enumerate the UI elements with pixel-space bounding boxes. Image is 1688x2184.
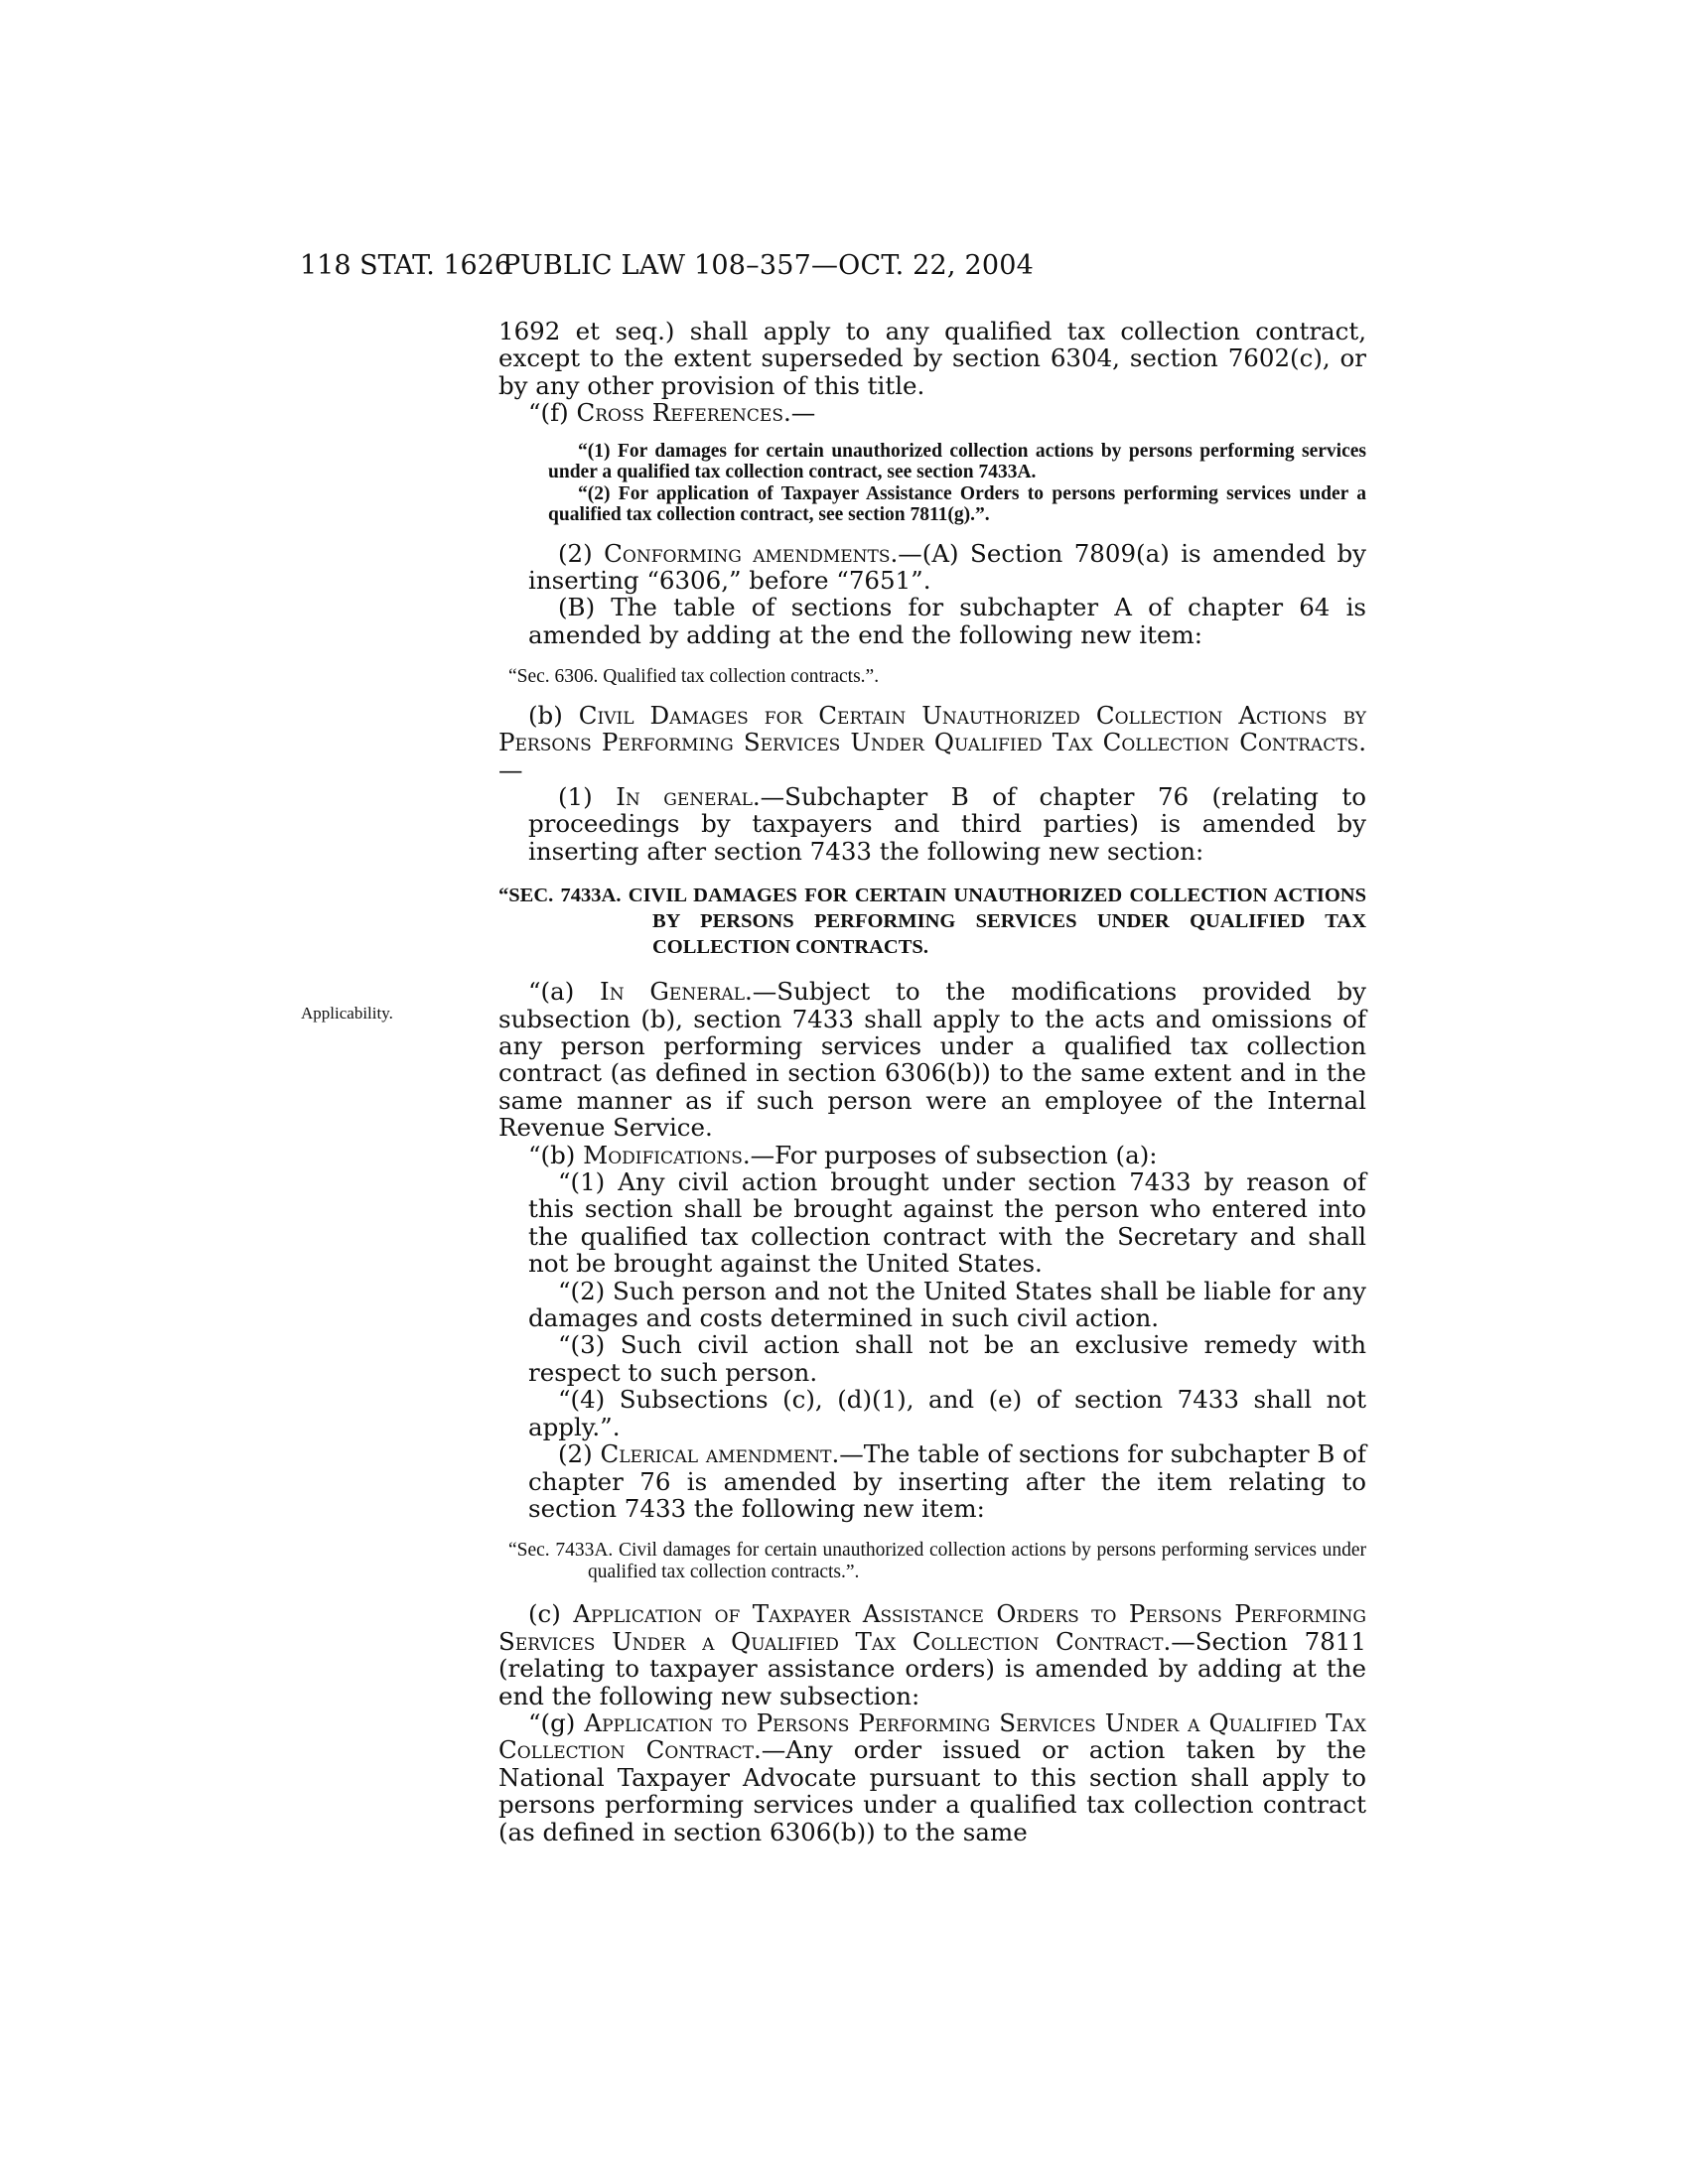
subsection-a-in-general: “(a) In General.—Subject to the modifications provided by subsection (b), section 7433 shall apply to the acts and omissions of any person performing services under a qualified tax collection contract (as defined in section 6306(b)) to the same extent and in the same manner as if such person were an employee of the Internal Revenue Service. xyxy=(498,977,1366,1143)
running-title: PUBLIC LAW 108–357—OCT. 22, 2004 xyxy=(502,250,1034,281)
modification-2: “(2) Such person and not the United States shall be liable for any damages and costs determined in such civil action. xyxy=(528,1276,1366,1333)
subsection-g-application: “(g) Application to Persons Performing Services Under a Qualified Tax Collection Contract.—Any order issued or action taken by the National Taxpayer Advocate pursuant to this section shall apply to persons performing services under a qualified tax collection contract (as defined in section 6306(b)) to the same xyxy=(498,1707,1367,1846)
subsection-b-heading: (b) Civil Damages for Certain Unauthorized Collection Actions by Persons Performing Services Under Qualified Tax Collection Contracts.— xyxy=(498,700,1366,784)
cross-reference-2: “(2) For application of Taxpayer Assistance Orders to persons performing services under a qualified tax collection contract, see section 7811(g).”. xyxy=(548,482,1366,526)
section-7433a-heading: “SEC. 7433A. CIVIL DAMAGES FOR CERTAIN UNAUTHORIZED COLLECTION ACTIONS BY PERSONS PERFORMING SERVICES UNDER QUALIFIED TAX COLLECTION CONTRACTS. xyxy=(498,885,1366,959)
table-item-sec-6306: “Sec. 6306. Qualified tax collection contracts.”. xyxy=(508,666,880,688)
paragraph-2-clerical-amendment: (2) Clerical amendment.—The table of sections for subchapter B of chapter 76 is amended by inserting after the item relating to section 7433 the following new item: xyxy=(528,1439,1366,1523)
page-header xyxy=(0,250,1688,290)
table-item-sec-7433a: “Sec. 7433A. Civil damages for certain unauthorized collection actions by persons performing services under qualified tax collection contracts.”. xyxy=(508,1540,1366,1582)
cross-reference-1: “(1) For damages for certain unauthorized collection actions by persons performing services under a qualified tax collection contract, see section 7433A. xyxy=(548,440,1366,483)
subsection-c-heading: (c) Application of Taxpayer Assistance Orders to Persons Performing Services Under a Qualified Tax Collection Contract.—Section 7811 (relating to taxpayer assistance orders) is amended by adding at the end the following new subsection: xyxy=(498,1599,1366,1710)
conforming-amendments-a: (2) Conforming amendments.—(A) Section 7809(a) is amended by inserting “6306,” before “7651”. xyxy=(528,538,1366,596)
conforming-amendments-b: (B) The table of sections for subchapter A of chapter 64 is amended by adding at the end the following new item: xyxy=(528,593,1366,649)
statute-page-number: 118 STAT. 1626 xyxy=(300,250,512,281)
main-text-column xyxy=(498,318,1366,1845)
modification-4: “(4) Subsections (c), (d)(1), and (e) of section 7433 shall not apply.”. xyxy=(528,1385,1366,1441)
paragraph-continuation: 1692 et seq.) shall apply to any qualified tax collection contract, except to the extent superseded by section 6304, section 7602(c), or by any other provision of this title. xyxy=(498,317,1366,400)
modification-1: “(1) Any civil action brought under section 7433 by reason of this section shall be brought against the person who entered into the qualified tax collection contract with the Secretary and shall not be brought against the United States. xyxy=(528,1167,1366,1279)
modification-3: “(3) Such civil action shall not be an exclusive remedy with respect to such person. xyxy=(528,1330,1366,1387)
subsection-b-modifications: “(b) Modifications.—For purposes of subsection (a): xyxy=(528,1140,1158,1169)
margin-note-applicability: Applicability. xyxy=(301,1004,393,1023)
paragraph-b1-in-general: (1) In general.—Subchapter B of chapter 76 (relating to proceedings by taxpayers and third parties) is amended by inserting after section 7433 the following new section: xyxy=(528,781,1367,866)
subsection-f-cross-references: “(f) Cross References.— xyxy=(528,398,816,428)
